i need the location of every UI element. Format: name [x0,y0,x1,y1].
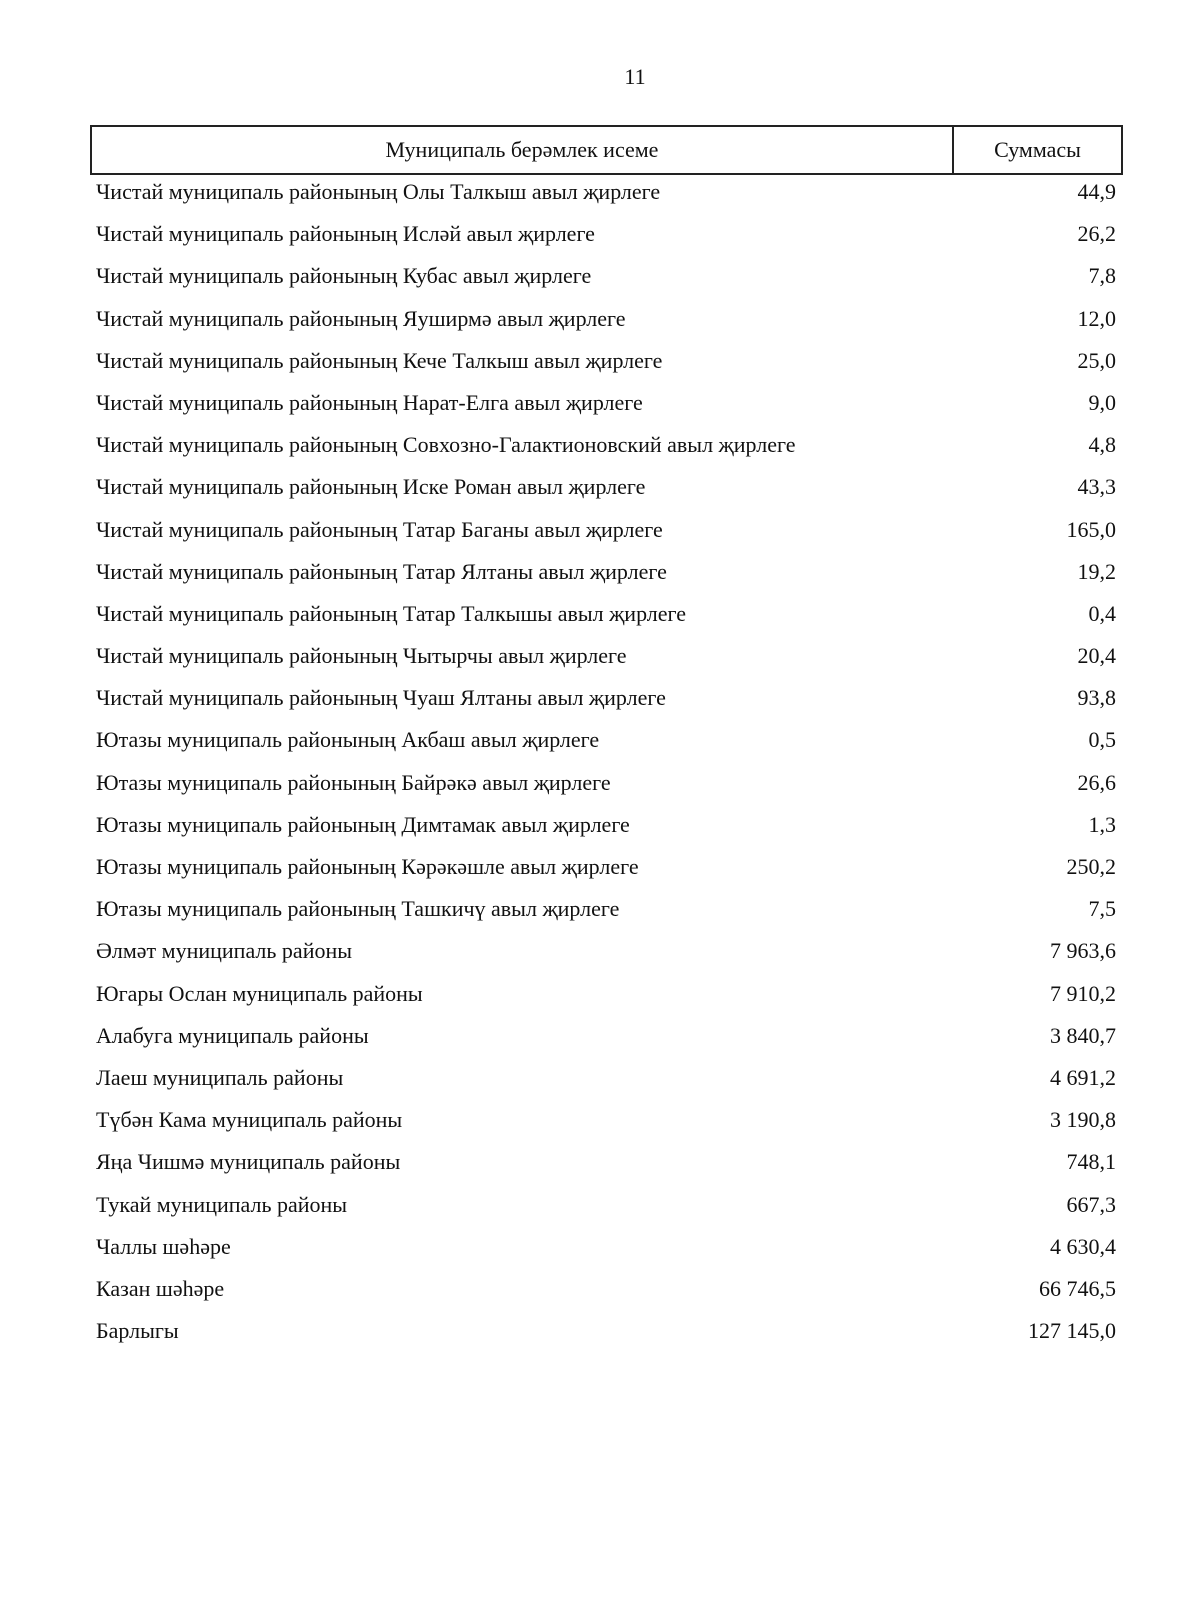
row-name: Түбән Кама муниципаль районы [96,1107,403,1133]
row-value: 12,0 [1077,305,1116,331]
row-name: Алабуга муниципаль районы [96,1022,369,1048]
table-row [96,677,1116,719]
row-value: 0,4 [1088,600,1116,626]
table-row [96,255,1116,297]
row-value: 0,5 [1088,727,1116,753]
table-row [96,973,1116,1015]
table-row [96,340,1116,382]
table-row [96,930,1116,972]
table-body [96,171,1116,1352]
row-value: 26,2 [1077,221,1116,247]
row-value: 19,2 [1077,558,1116,584]
table-row [96,298,1116,340]
row-name: Ютазы муниципаль районының Димтамак авыл җирлеге [96,811,630,837]
row-value: 3 840,7 [1050,1022,1116,1048]
table-row [96,509,1116,551]
row-name: Яңа Чишмә муниципаль районы [96,1149,401,1175]
row-name: Лаеш муниципаль районы [96,1064,344,1090]
row-value: 9,0 [1088,389,1116,415]
table-row [96,466,1116,508]
table-header [90,125,1123,175]
row-name: Барлыгы [96,1318,179,1344]
table-row [96,1268,1116,1310]
row-name: Югары Ослан муниципаль районы [96,980,423,1006]
table-row [96,213,1116,255]
table-row [96,171,1116,213]
table-row [96,551,1116,593]
table-row [96,635,1116,677]
row-value: 667,3 [1066,1191,1116,1217]
row-value: 7 963,6 [1050,938,1116,964]
row-name: Чистай муниципаль районының Татар Талкышы авыл җирлеге [96,600,687,626]
table-row [96,1015,1116,1057]
row-value: 7,5 [1088,896,1116,922]
table-row [96,1226,1116,1268]
row-name: Чистай муниципаль районының Кубас авыл җирлеге [96,263,592,289]
row-name: Чистай муниципаль районының Татар Баганы авыл җирлеге [96,516,663,542]
row-value: 3 190,8 [1050,1107,1116,1133]
row-value: 7,8 [1088,263,1116,289]
row-value: 66 746,5 [1039,1275,1116,1301]
row-name: Чистай муниципаль районының Кече Талкыш авыл җирлеге [96,347,663,373]
row-value: 1,3 [1088,811,1116,837]
table-row [96,846,1116,888]
row-name: Чистай муниципаль районының Чытырчы авыл җирлеге [96,643,627,669]
row-value: 7 910,2 [1050,980,1116,1006]
table-row [96,1057,1116,1099]
table-row [96,593,1116,635]
column-header-name: Муниципаль берәмлек исеме [92,127,954,173]
table-row [96,804,1116,846]
row-value: 26,6 [1077,769,1116,795]
row-value: 127 145,0 [1028,1318,1116,1344]
row-name: Чистай муниципаль районының Нарат-Елга авыл җирлеге [96,389,643,415]
table-row [96,382,1116,424]
table-row [96,1141,1116,1183]
row-value: 25,0 [1077,347,1116,373]
row-value: 250,2 [1066,854,1116,879]
table-row [96,1310,1116,1352]
row-name: Ютазы муниципаль районының Акбаш авыл җирлеге [96,727,600,753]
row-value: 20,4 [1077,643,1116,669]
page-number: 11 [624,64,646,89]
row-name: Ютазы муниципаль районының Байрәкә авыл җирлеге [96,769,611,795]
row-value: 4 630,4 [1050,1233,1116,1259]
table-row [96,719,1116,761]
row-value: 4 691,2 [1050,1064,1116,1090]
table-row [96,888,1116,930]
row-name: Ютазы муниципаль районының Ташкичү авыл җирлеге [96,896,620,922]
row-name: Чаллы шәһәре [96,1233,231,1259]
row-name: Чистай муниципаль районының Чуаш Ялтаны авыл җирлеге [96,685,666,711]
row-name: Чистай муниципаль районының Олы Талкыш авыл җирлеге [96,179,661,204]
row-value: 748,1 [1066,1149,1116,1175]
row-name: Чистай муниципаль районының Татар Ялтаны авыл җирлеге [96,558,667,584]
table-row [96,1099,1116,1141]
row-value: 4,8 [1088,432,1116,458]
row-value: 93,8 [1077,685,1116,711]
row-name: Чистай муниципаль районының Иске Роман авыл җирлеге [96,474,646,500]
row-name: Чистай муниципаль районының Яуширмә авыл җирлеге [96,305,626,331]
row-name: Чистай муниципаль районының Совхозно-Галактионовский авыл җирлеге [96,432,796,458]
row-value: 44,9 [1077,179,1116,204]
row-name: Әлмәт муниципаль районы [96,938,353,964]
row-name: Тукай муниципаль районы [96,1191,348,1217]
row-name: Ютазы муниципаль районының Кәрәкәшле авыл җирлеге [96,854,639,879]
table-row [96,1184,1116,1226]
row-name: Чистай муниципаль районының Исләй авыл җирлеге [96,221,595,247]
table-row [96,762,1116,804]
row-value: 43,3 [1077,474,1116,500]
row-name: Казан шәһәре [96,1275,225,1301]
column-header-sum: Суммасы [994,137,1081,162]
table-row [96,424,1116,466]
row-value: 165,0 [1066,516,1116,542]
